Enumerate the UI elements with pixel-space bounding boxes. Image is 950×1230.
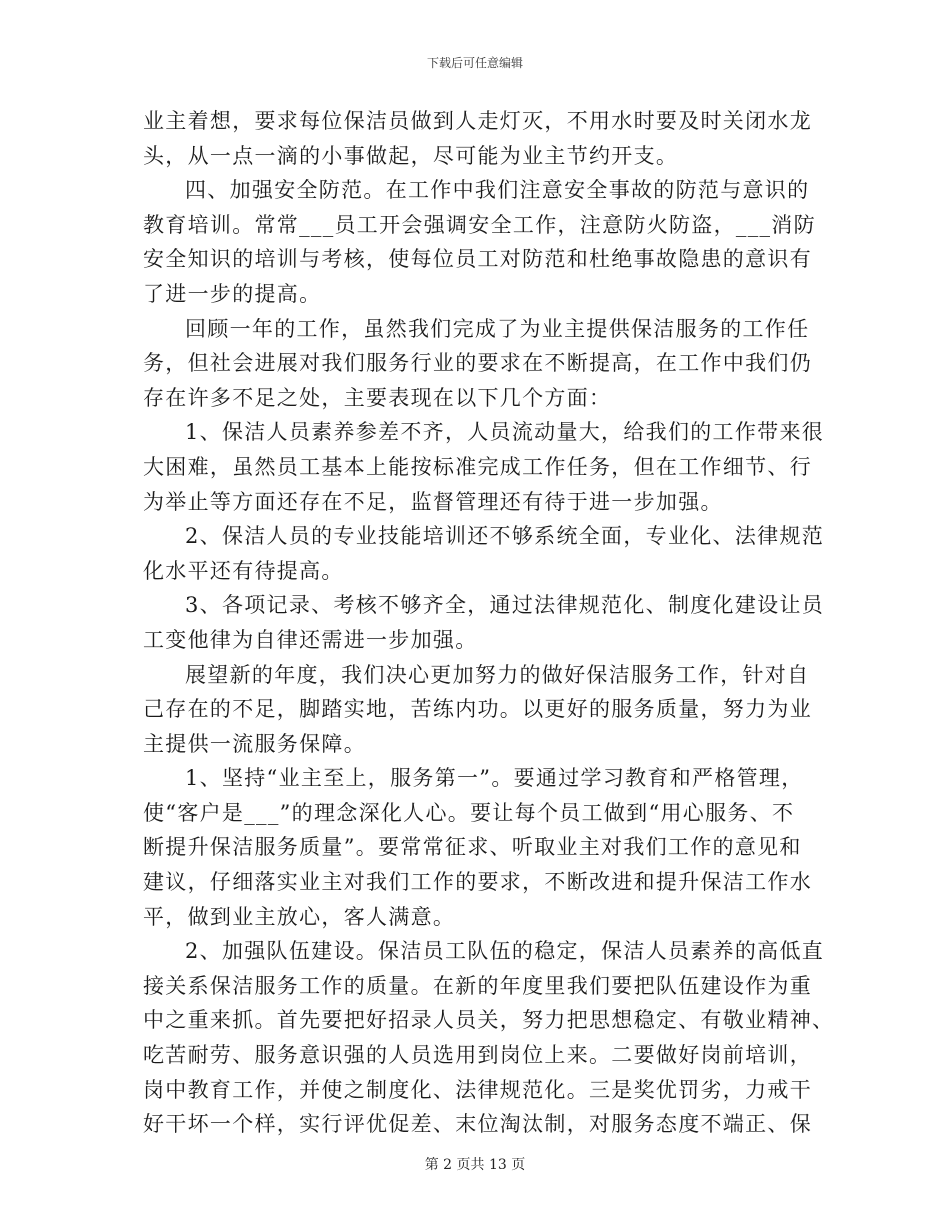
paragraph-first-line: 四、加强安全防范。在工作中我们注意安全事故的防范与意识的 [185, 178, 810, 203]
text-line: 断提升保洁服务质量”。要常常征求、听取业主对我们工作的意见和 [143, 835, 802, 860]
text-line: 主提供一流服务保障。 [143, 731, 366, 756]
text-line: 中之重来抓。首先要把好招录人员关，努力把思想稳定、有敬业精神、 [143, 1008, 835, 1033]
page-footer: 第 2 页共 13 页 [424, 1157, 526, 1173]
paragraph-first-line: 1、保洁人员素养参差不齐，人员流动量大，给我们的工作带来很 [185, 420, 825, 445]
text-line: 好干坏一个样，实行评优促差、末位淘汰制，对服务态度不端正、保 [143, 1112, 812, 1137]
paragraph-first-line: 2、加强队伍建设。保洁员工队伍的稳定，保洁人员素养的高低直 [185, 939, 825, 964]
text-line: 务，但社会进展对我们服务行业的要求在不断提高，在工作中我们仍 [143, 351, 812, 376]
paragraph-first-line: 展望新的年度，我们决心更加努力的做好保洁服务工作，针对自 [185, 662, 810, 687]
text-line: 接关系保洁服务工作的质量。在新的年度里我们要把队伍建设作为重 [143, 973, 812, 998]
text-line: 平，做到业主放心，客人满意。 [143, 904, 456, 929]
text-line: 使“客户是___”的理念深化人心。要让每个员工做到“用心服务、不 [143, 800, 795, 825]
paragraph-first-line: 回顾一年的工作，虽然我们完成了为业主提供保洁服务的工作任 [185, 316, 810, 341]
text-line: 为举止等方面还存在不足，监督管理还有待于进一步加强。 [143, 489, 723, 514]
text-line: 安全知识的培训与考核，使每位员工对防范和杜绝事故隐患的意识有 [143, 247, 812, 272]
text-line: 化水平还有待提高。 [143, 558, 344, 583]
text-line: 头，从一点一滴的小事做起，尽可能为业主节约开支。 [143, 143, 679, 168]
text-line: 吃苦耐劳、服务意识强的人员选用到岗位上来。二要做好岗前培训， [143, 1043, 812, 1068]
text-line: 业主着想，要求每位保洁员做到人走灯灭，不用水时要及时关闭水龙 [143, 109, 812, 133]
text-line: 己存在的不足，脚踏实地，苦练内功。以更好的服务质量，努力为业 [143, 697, 812, 722]
text-line: 岗中教育工作，并使之制度化、法律规范化。三是奖优罚劣，力戒干 [143, 1077, 812, 1102]
document-body [143, 104, 835, 1142]
text-line: 了进一步的提高。 [143, 281, 322, 306]
text-line: 建议，仔细落实业主对我们工作的要求，不断改进和提升保洁工作水 [143, 870, 812, 895]
text-line: 教育培训。常常___员工开会强调安全工作，注意防火防盗，___消防 [143, 212, 816, 237]
paragraph-first-line: 1、坚持“业主至上，服务第一”。要通过学习教育和严格管理， [185, 766, 804, 791]
text-line: 工变他律为自律还需进一步加强。 [143, 627, 478, 652]
paragraph-first-line: 3、各项记录、考核不够齐全，通过法律规范化、制度化建设让员 [185, 593, 825, 618]
text-line: 存在许多不足之处，主要表现在以下几个方面： [143, 385, 612, 410]
paragraph-first-line: 2、保洁人员的专业技能培训还不够系统全面，专业化、法律规范 [185, 524, 825, 549]
text-line: 大困难，虽然员工基本上能按标准完成工作任务，但在工作细节、行 [143, 454, 812, 479]
page-header: 下载后可任意编辑 [426, 56, 523, 70]
